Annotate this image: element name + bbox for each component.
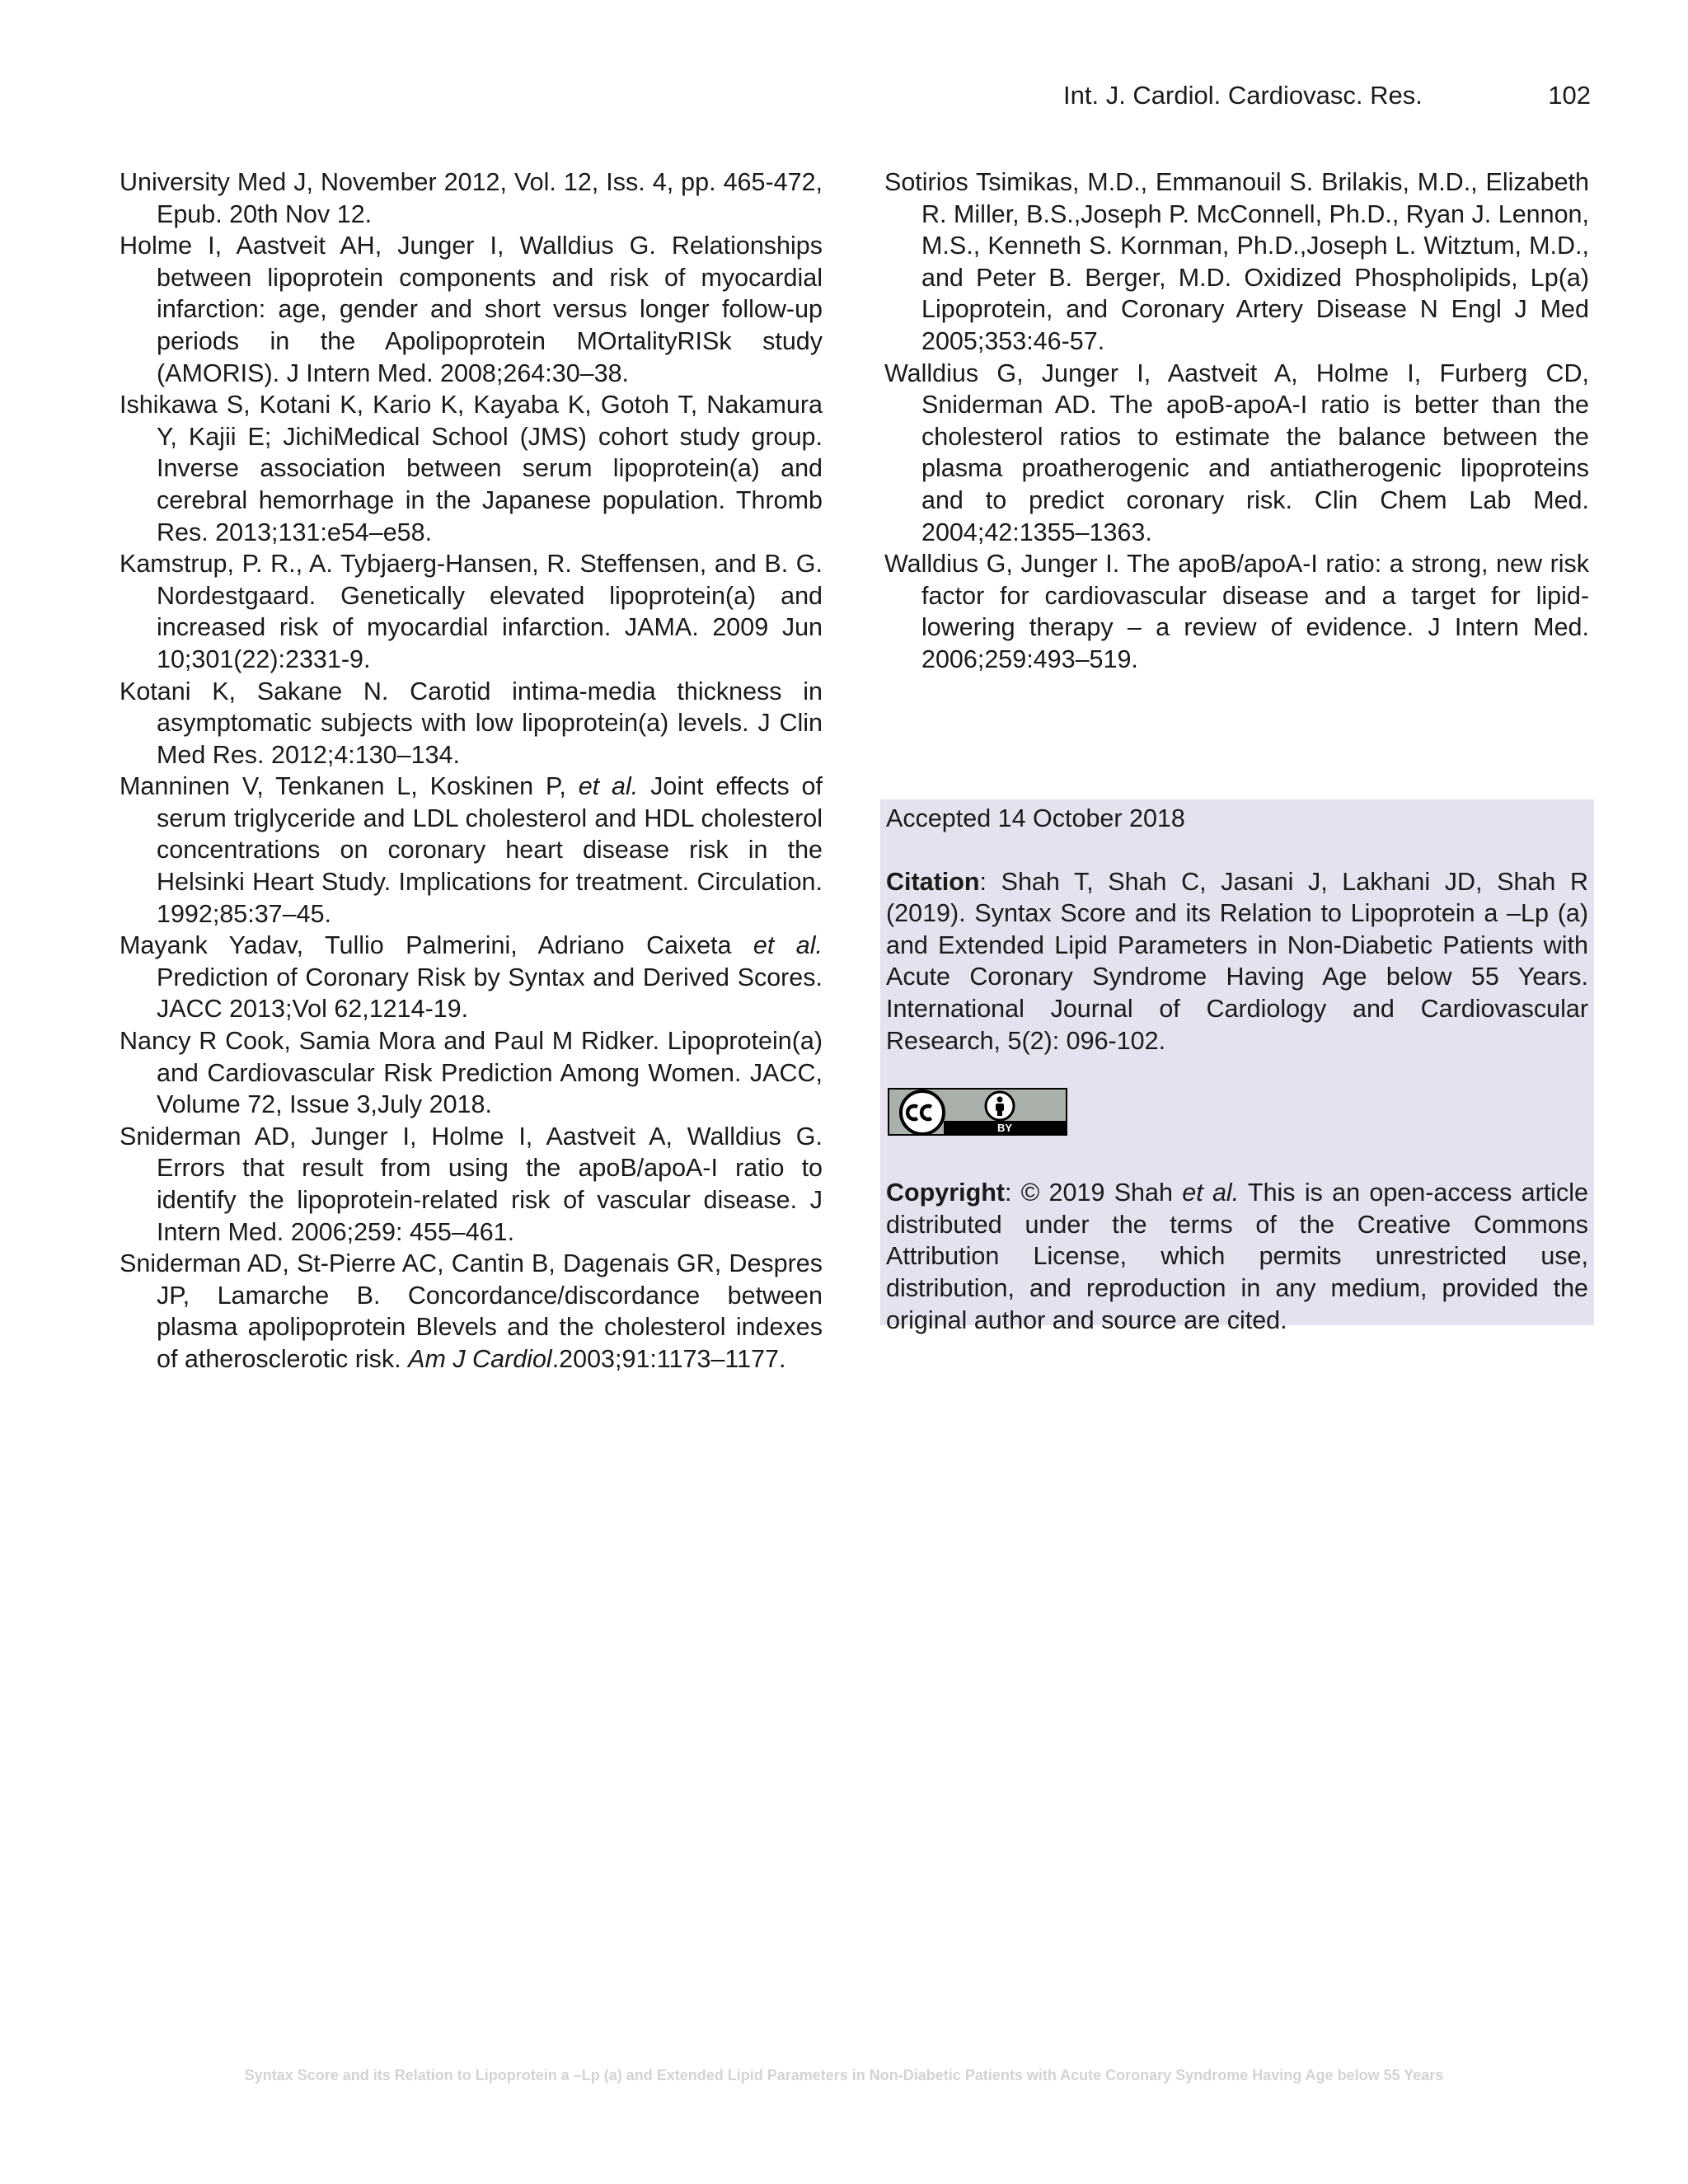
cc-by-badge-graphic	[889, 1090, 1066, 1134]
page-number: 102	[1548, 81, 1591, 110]
cc-by-license-badge[interactable]	[888, 1088, 1067, 1136]
citation	[886, 866, 1588, 1057]
reference-item: Kotani K, Sakane N. Carotid intima-media thickness in asymptomatic subjects with low lipoprotein(a) levels. J Clin Med Res. 2012;4:130–134.	[120, 677, 823, 769]
copyright-label: Copyright	[886, 1179, 1006, 1207]
reference-item: Sniderman AD, Junger I, Holme I, Aastveit A, Walldius G. Errors that result from using the apoB/apoA-I ratio to identify the lipoprotein-related risk of vascular disease. J Intern Med. 2006;259: 455–461.	[120, 1122, 823, 1246]
reference-item: Walldius G, Junger I, Aastveit A, Holme I, Furberg CD, Sniderman AD. The apoB-apoA-I ratio is better than the cholesterol ratios to estimate the balance between the plasma proatherogenic and antiatherogenic lipoproteins and to predict coronary risk. Clin Chem Lab Med. 2004;42:1355–1363.	[884, 359, 1589, 546]
citation-label: Citation	[886, 867, 980, 896]
article-info-box	[880, 799, 1594, 1334]
copyright: Copyright: © 2019 Shah et al. This is an open-access article distributed under the terms of the Creative Commons Attribution License, which permits unrestricted use, distribution, and reproduction in any medium, provided the original author and source are cited.	[886, 1179, 1588, 1334]
reference-item: Manninen V, Tenkanen L, Koskinen P, et al. Joint effects of serum triglyceride and LDL cholesterol and HDL cholesterol concentrations on coronary heart disease risk in the Helsinki Heart Study. Implications for treatment. Circulation. 1992;85:37–45.	[120, 772, 823, 928]
accepted-date: Accepted 14 October 2018	[886, 804, 1185, 832]
references-right-column	[884, 166, 1589, 676]
reference-item: Mayank Yadav, Tullio Palmerini, Adriano Caixeta et al. Prediction of Coronary Risk by Syntax and Derived Scores. JACC 2013;Vol 62,1214-19.	[120, 931, 823, 1024]
reference-item: Ishikawa S, Kotani K, Kario K, Kayaba K, Gotoh T, Nakamura Y, Kajii E; JichiMedical School (JMS) cohort study group. Inverse association between serum lipoprotein(a) and cerebral hemorrhage in the Japanese population. Thromb Res. 2013;131:e54–e58.	[120, 391, 823, 546]
journal-name: Int. J. Cardiol. Cardiovasc. Res.	[1063, 81, 1423, 110]
attribution-icon	[986, 1092, 1014, 1120]
citation-text: : Shah T, Shah C, Jasani J, Lakhani JD, Shah R (2019). Syntax Score and its Relation to Lipoprotein a –Lp (a) and Extended Lipid Parameters in Non-Diabetic Patients with Acute Coronary Syndrome Having Age below 55 Years. International Journal of Cardiology and Cardiovascular Research, 5(2): 096-102.	[886, 867, 1588, 1055]
creative-commons-icon	[901, 1091, 944, 1134]
reference-item: University Med J, November 2012, Vol. 12, Iss. 4, pp. 465-472, Epub. 20th Nov 12.	[120, 168, 823, 228]
reference-item: Sniderman AD, St-Pierre AC, Cantin B, Dagenais GR, Despres JP, Lamarche B. Concordance/discordance between plasma apolipoprotein Blevels and the cholesterol indexes of atherosclerotic risk. Am J Cardiol.2003;91:1173–1177.	[120, 1249, 823, 1373]
cc-by-label: BY	[996, 1122, 1013, 1135]
reference-item: Nancy R Cook, Samia Mora and Paul M Ridker. Lipoprotein(a) and Cardiovascular Risk Prediction Among Women. JACC, Volume 72, Issue 3,July 2018.	[120, 1027, 823, 1119]
page-header	[1063, 81, 1591, 110]
running-footer: Syntax Score and its Relation to Lipoprotein a –Lp (a) and Extended Lipid Parameters in Non-Diabetic Patients with Acute Coronary Syndrome Having Age below 55 Years	[244, 2067, 1444, 2083]
reference-item: Holme I, Aastveit AH, Junger I, Walldius G. Relationships between lipoprotein components and risk of myocardial infarction: age, gender and short versus longer follow-up periods in the Apolipoprotein MOrtalityRISk study (AMORIS). J Intern Med. 2008;264:30–38.	[120, 232, 823, 387]
reference-item: Sotirios Tsimikas, M.D., Emmanouil S. Brilakis, M.D., Elizabeth R. Miller, B.S.,Joseph P. McConnell, Ph.D., Ryan J. Lennon, M.S., Kenneth S. Kornman, Ph.D.,Joseph L. Witztum, M.D., and Peter B. Berger, M.D. Oxidized Phospholipids, Lp(a) Lipoprotein, and Coronary Artery Disease N Engl J Med 2005;353:46-57.	[884, 168, 1589, 355]
references-left-column	[120, 166, 823, 1376]
reference-item: Kamstrup, P. R., A. Tybjaerg-Hansen, R. Steffensen, and B. G. Nordestgaard. Genetically elevated lipoprotein(a) and increased risk of myocardial infarction. JAMA. 2009 Jun 10;301(22):2331-9.	[120, 550, 823, 673]
reference-item: Walldius G, Junger I. The apoB/apoA-I ratio: a strong, new risk factor for cardiovascular disease and a target for lipid-lowering therapy – a review of evidence. J Intern Med. 2006;259:493–519.	[884, 550, 1589, 673]
